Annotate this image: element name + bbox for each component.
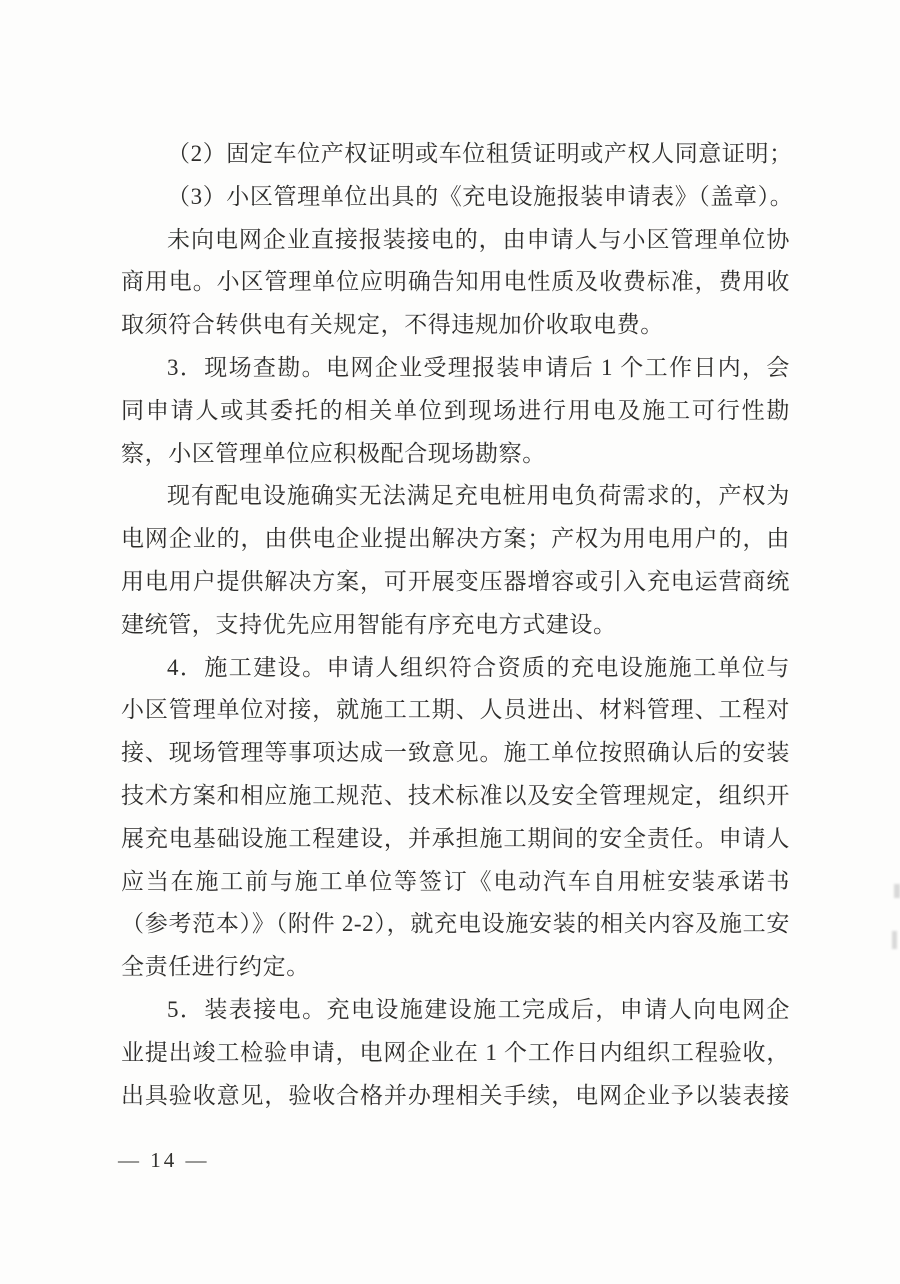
text-line: 业提出竣工检验申请，电网企业在 1 个工作日内组织工程验收， bbox=[121, 1039, 790, 1065]
text-line: 现有配电设施确实无法满足充电桩用电负荷需求的，产权为 bbox=[167, 483, 790, 509]
text-line: 取须符合转供电有关规定，不得违规加价收取电费。 bbox=[121, 312, 664, 338]
text-line: （2）固定车位产权证明或车位租赁证明或产权人同意证明； bbox=[167, 141, 793, 166]
text-line: 4．施工建设。申请人组织符合资质的充电设施施工单位与 bbox=[167, 654, 790, 680]
page-number: — 14 — bbox=[118, 1148, 210, 1172]
text-line: 全责任进行约定。 bbox=[121, 954, 310, 980]
text-line: 展充电基础设施工程建设，并承担施工期间的安全责任。申请人 bbox=[121, 825, 790, 851]
text-line: 察，小区管理单位应积极配合现场勘察。 bbox=[121, 440, 546, 466]
text-line: 技术方案和相应施工规范、技术标准以及安全管理规定，组织开 bbox=[121, 782, 790, 808]
text-line: 接、现场管理等事项达成一致意见。施工单位按照确认后的安装 bbox=[121, 740, 790, 766]
scan-artifact bbox=[894, 884, 900, 898]
text-line: 小区管理单位对接，就施工工期、人员进出、材料管理、工程对 bbox=[121, 697, 790, 723]
text-line: 电网企业的，由供电企业提出解决方案；产权为用电用户的，由 bbox=[121, 526, 790, 552]
text-line: 应当在施工前与施工单位等签订《电动汽车自用桩安装承诺书 bbox=[121, 868, 790, 894]
text-line: （3）小区管理单位出具的《充电设施报装申请表》（盖章）。 bbox=[167, 183, 794, 209]
text-line: 商用电。小区管理单位应明确告知用电性质及收费标准，费用收 bbox=[121, 269, 790, 295]
text-line: 用电用户提供解决方案，可开展变压器增容或引入充电运营商统 bbox=[121, 568, 790, 594]
text-line: 建统管，支持优先应用智能有序充电方式建设。 bbox=[121, 611, 617, 637]
text-line: 未向电网企业直接报装接电的，由申请人与小区管理单位协 bbox=[167, 226, 790, 252]
scan-artifact bbox=[892, 931, 897, 949]
document-body bbox=[121, 133, 794, 1117]
text-line: 5．装表接电。充电设施建设施工完成后，申请人向电网企 bbox=[167, 996, 790, 1022]
text-line: 3．现场查勘。电网企业受理报装申请后 1 个工作日内，会 bbox=[167, 354, 790, 380]
text-line: （参考范本）》（附件 2-2），就充电设施安装的相关内容及施工安 bbox=[121, 911, 790, 937]
text-line: 同申请人或其委托的相关单位到现场进行用电及施工可行性勘 bbox=[121, 397, 790, 423]
text-line: 出具验收意见，验收合格并办理相关手续，电网企业予以装表接 bbox=[121, 1082, 790, 1108]
